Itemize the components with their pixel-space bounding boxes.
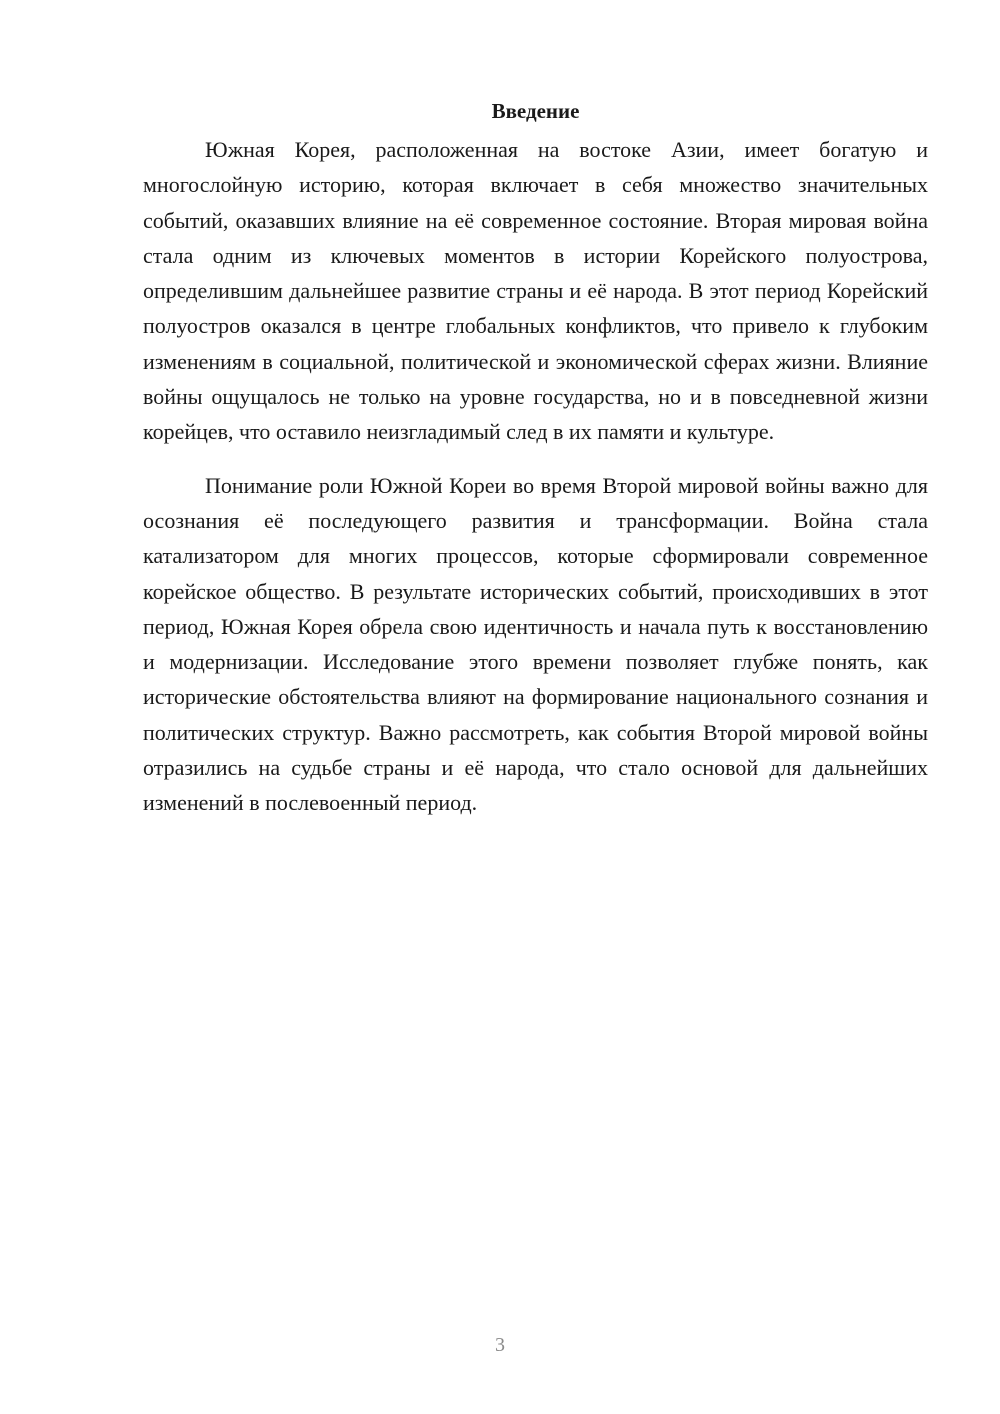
section-title: Введение xyxy=(491,99,580,123)
page-number: 3 xyxy=(495,1334,505,1356)
paragraph-2: Понимание роли Южной Кореи во время Второй мировой войны важно для осознания её последующего развития и трансформации. Война стала катализатором для многих процессов, которые сформировали современное корейское общество. В результате исторических событий, происходивших в этот период, Южная Корея обрела свою идентичность и начала путь к восстановлению и модернизации. Исследование этого времени позволяет глубже понять, как исторические обстоятельства влияют на формирование национального сознания и политических структур. Важно рассмотреть, как события Второй мировой войны отразились на судьбе страны и её народа, что стало основой для дальнейших изменений в послевоенный период. xyxy=(143,472,928,816)
paragraph-1: Южная Корея, расположенная на востоке Азии, имеет богатую и многослойную историю, которая включает в себя множество значительных событий, оказавших влияние на её современное состояние. Вторая мировая война стала одним из ключевых моментов в истории Корейского полуострова, определившим дальнейшее развитие страны и её народа. В этот период Корейский полуостров оказался в центре глобальных конфликтов, что привело к глубоким изменениям в социальной, политической и экономической сферах жизни. Влияние войны ощущалось не только на уровне государства, но и в повседневной жизни корейцев, что оставило неизгладимый след в их памяти и культуре. xyxy=(143,137,928,445)
page-content xyxy=(143,96,928,839)
